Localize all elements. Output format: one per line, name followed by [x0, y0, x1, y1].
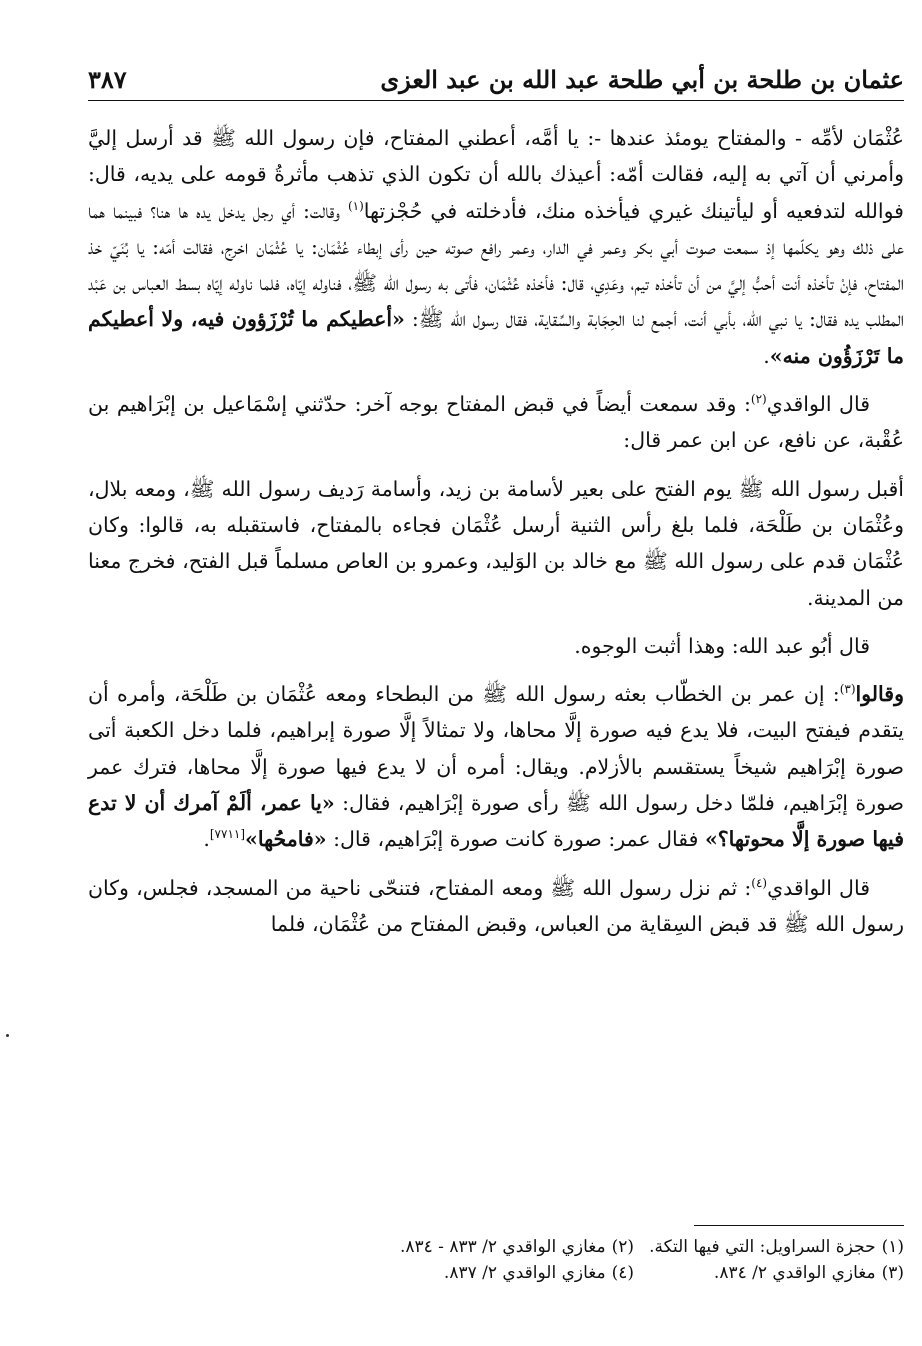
main-text	[88, 120, 904, 954]
hadith-quote-2: «يا عمر، ألَمْ آمرك أن لا تدع فيها صورة إلَّا محوتها؟»	[88, 791, 904, 852]
footnote-1-number: (١)	[881, 1237, 904, 1257]
paragraph-5-text: : إن عمر بن الخطّاب بعثه رسول الله ﷺ من البطحاء ومعه عُثْمَان بن طَلْحَة، وأمره أن يتقدم فيفتح البيت، فلا يدع فيه صورة إلَّا محاها، ولا تمثالاً إلَّا صورة إبراهيم، فلما دخل الكعبة أتى صورة إبْرَاهيم شيخاً يستقسم بالأزلام. ويقال: أمره أن لا يدع فيها صورة إلَّا محاها، فترك عمر صورة إبْرَاهيم، فلمّا دخل رسول الله ﷺ رأى صورة إبْرَاهيم، فقال:	[88, 682, 904, 816]
footnote-2-text: مغازي الواقدي ٢/ ٨٣٣ - ٨٣٤.	[399, 1237, 606, 1257]
paragraph-1-text-2: وقالت: أي رجل يدخل يده ها هنا؟ فبينما هما على ذلك وهو يكلّمها إذ سمعت صوت أبي بكر وعمر في الدار، وعمر رافع صوته حين رأى إبطاء عُثْمَان: يا عُثْمَان اخرج، فقالت أمّه: يا بُنَيّ خذ المفتاح، فإنْ تأخذه أنت أحبُّ إليَّ من أن تأخذه تيم، وعَدِي، قال: فأخذه عُثْمَان، فأتى به رسول الله ﷺ، فناوله إيّاه، فلما ناوله إيّاه بسط العباس بن عَبْد المطلب يده فقال: يا نبي الله، بأبي أنت، أجمع لنا الحِجَابة والسِّقاية، فقال رسول الله ﷺ:	[88, 198, 905, 332]
paragraph-3	[88, 471, 904, 616]
footnote-row-2	[200, 1260, 904, 1286]
footnote-4-text: مغازي الواقدي ٢/ ٨٣٧.	[443, 1263, 606, 1283]
margin-speck	[6, 1034, 9, 1037]
footnote-4-number: (٤)	[611, 1263, 634, 1283]
hadith-quote-1: «أعطيكم ما تُرْزَؤون فيه، ولا أعطيكم ما تَرْزَؤُون منه»	[88, 307, 904, 368]
footnote-row-1	[200, 1234, 904, 1260]
footnote-marker-2: (٢)	[750, 392, 767, 407]
paragraph-5-lead: وقالوا	[855, 682, 904, 707]
footnote-2	[364, 1234, 634, 1260]
paragraph-5-text-3: .	[203, 827, 210, 852]
footnote-marker-1: (١)	[347, 198, 364, 213]
paragraph-2	[88, 386, 904, 459]
footnote-4	[364, 1260, 634, 1286]
footnote-3-number: (٣)	[881, 1263, 904, 1283]
paragraph-2-text: : وقد سمعت أيضاً في قبض المفتاح بوجه آخر: حدّثني إسْمَاعيل بن إبْرَاهيم بن عُقْبة، عن نافع، عن ابن عمر قال:	[88, 392, 904, 453]
paragraph-3-text: أقبل رسول الله ﷺ يوم الفتح على بعير لأسامة بن زيد، وأسامة رَديف رسول الله ﷺ، ومعه بلال، وعُثْمَان بن طَلْحَة، فلما بلغ رأس الثنية أرسل عُثْمَان فجاءه بالمفتاح، فاستقبله به، قالوا: وكان عُثْمَان قدم على رسول الله ﷺ مع خالد بن الوَليد، وعمرو بن العاص مسلماً قبل الفتح، فخرج معنا من المدينة.	[88, 476, 904, 610]
footnote-1-text: حجزة السراويل: التي فيها التكة.	[649, 1237, 876, 1257]
paragraph-1-text-3: .	[763, 343, 770, 368]
running-header	[88, 60, 904, 101]
running-title: عثمان بن طلحة بن أبي طلحة عبد الله بن عبد العزى	[380, 65, 904, 94]
paragraph-5-text-2: فقال عمر: صورة كانت صورة إبْرَاهيم، قال:	[326, 827, 705, 852]
footnotes	[200, 1225, 904, 1286]
paragraph-2-lead: قال الواقدي	[766, 392, 870, 417]
page-number: ٣٨٧	[88, 65, 127, 94]
footnote-divider	[694, 1225, 904, 1226]
paragraph-1	[88, 120, 904, 374]
reference-number: [٧٧١١]	[209, 827, 246, 842]
paragraph-4	[88, 628, 904, 664]
footnote-marker-4: (٤)	[751, 875, 768, 890]
paragraph-1-text: عُثْمَان لأمِّه - والمفتاح يومئذ عندها -: يا أمَّه، أعطني المفتاح، فإن رسول الله ﷺ قد أرسل إليَّ وأمرني أن آتي به إليه، فقالت أمّه: أعيذك بالله أن تكون الذي تذهب مأثرةُ قومه على يديه، قال: فوالله لتدفعيه أو ليأتينك غيري فيأخذه منك، فأدخلته في حُجْزتها	[88, 126, 904, 223]
paragraph-4-text: قال أبُو عبد الله: وهذا أثبت الوجوه.	[574, 633, 870, 658]
paragraph-6	[88, 870, 904, 943]
footnote-1	[634, 1234, 904, 1260]
paragraph-5	[88, 676, 904, 857]
footnote-3-text: مغازي الواقدي ٢/ ٨٣٤.	[713, 1263, 876, 1283]
footnote-2-number: (٢)	[611, 1237, 634, 1257]
footnote-marker-3: (٣)	[839, 682, 856, 697]
paragraph-6-text: : ثم نزل رسول الله ﷺ ومعه المفتاح، فتنحّى ناحية من المسجد، فجلس، وكان رسول الله ﷺ قد قبض السِقاية من العباس، وقبض المفتاح من عُثْمَان، فلما	[88, 875, 904, 936]
hadith-quote-3: «فامحُها»	[245, 827, 327, 852]
paragraph-6-lead: قال الواقدي	[767, 875, 871, 900]
footnote-3	[634, 1260, 904, 1286]
